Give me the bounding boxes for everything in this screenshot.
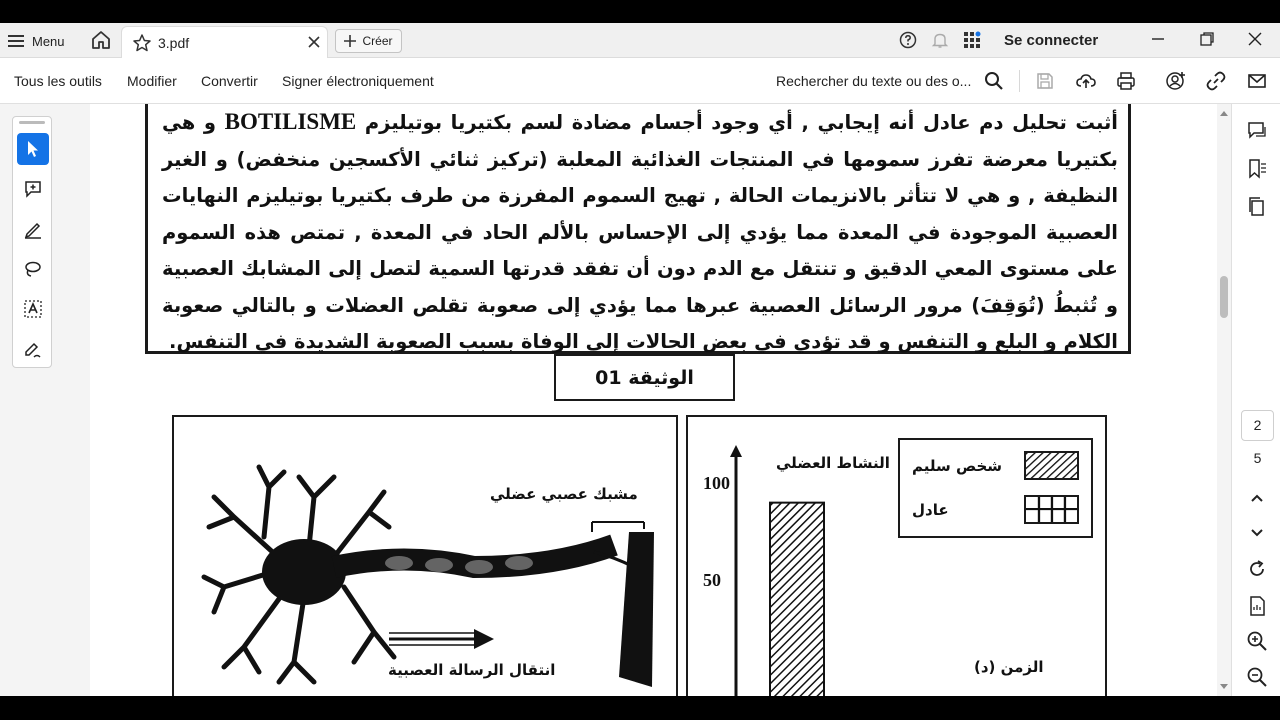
zoom-out-icon[interactable] bbox=[1246, 666, 1268, 688]
save-icon[interactable] bbox=[1035, 71, 1055, 91]
work-area bbox=[0, 104, 1280, 696]
search-icon[interactable] bbox=[984, 71, 1004, 91]
all-tools-menu[interactable]: Tous les outils bbox=[14, 73, 102, 89]
pen-icon bbox=[23, 219, 43, 239]
comments-panel-icon[interactable] bbox=[1246, 120, 1268, 142]
bookmarks-icon[interactable] bbox=[1246, 158, 1268, 180]
transmission-label: انتقال الرسالة العصبية bbox=[388, 661, 556, 679]
pdf-page bbox=[90, 104, 1217, 696]
screen-bottom-edge bbox=[0, 696, 1280, 720]
screen-top-edge bbox=[0, 0, 1280, 23]
main-toolbar bbox=[0, 58, 1280, 104]
apps-grid-icon[interactable] bbox=[963, 31, 981, 49]
left-rail bbox=[0, 104, 90, 696]
home-button[interactable] bbox=[90, 29, 112, 51]
y-axis-arrow bbox=[730, 445, 742, 457]
document-tab[interactable] bbox=[121, 26, 328, 58]
plus-icon bbox=[344, 35, 356, 47]
neuron-figure bbox=[172, 415, 678, 696]
rotate-icon[interactable] bbox=[1246, 558, 1268, 580]
botulism-term: BOTILISME bbox=[224, 109, 357, 134]
text-frame bbox=[145, 104, 1131, 354]
paragraph-part-2: و هي بكتيريا معرضة تفرز سمومها في المنتجات الغذائية المعلبة (تركيز ثنائي الأكسجين منخفض) و الغير النظيفة , و هي لا تتأثر بالانزيمات الحالة , تهيج السموم المفرزة من طرف بكتيريا بوتيليزم النهايات العصبية الموجودة في المعدة مما يؤدي إلى الإحساس بالألم الحاد في المعدة , تمتص هذه السموم على مستوى المعي الدقيق و تنتقل مع الدم دون أن تفقد قدرتها السمية لتصل إلى المشابك العصبية و تُثبطُ (تُوَقِفَ) مرور الرسائل العصبية عبرها مما يؤدي إلى صعوبة تقلص العضلات و بالتالي صعوبة الكلام و البلع و التنفس و قد تؤدي في بعض الحالات إلى الوفاة بسبب الصعوبة الشديدة في التنفس. bbox=[162, 111, 1118, 353]
synapse-label: مشبك عصبي عضلي bbox=[490, 485, 638, 503]
draw-tool[interactable] bbox=[17, 253, 49, 285]
legend-adel bbox=[912, 495, 1079, 524]
share-user-icon[interactable] bbox=[1166, 71, 1186, 91]
link-icon[interactable] bbox=[1206, 71, 1226, 91]
chart-legend bbox=[898, 438, 1093, 538]
minimize-icon[interactable] bbox=[1150, 29, 1166, 49]
y-axis-title: النشاط العضلي bbox=[776, 454, 890, 472]
create-button[interactable] bbox=[335, 29, 402, 53]
signature-pen-icon bbox=[23, 339, 43, 359]
title-bar bbox=[0, 23, 1280, 58]
highlight-tool[interactable] bbox=[17, 213, 49, 245]
close-window-icon[interactable] bbox=[1247, 31, 1263, 47]
convert-menu[interactable]: Convertir bbox=[201, 73, 258, 89]
sign-in-button[interactable]: Se connecter bbox=[1004, 32, 1099, 49]
close-tab-icon[interactable] bbox=[307, 35, 321, 49]
document-paragraph bbox=[162, 104, 1118, 361]
zoom-in-icon[interactable] bbox=[1246, 630, 1268, 652]
pages-panel-icon[interactable] bbox=[1246, 196, 1268, 218]
search-field[interactable]: Rechercher du texte ou des o... bbox=[776, 73, 972, 89]
restore-window-icon[interactable] bbox=[1199, 31, 1215, 47]
scroll-down-icon[interactable] bbox=[1220, 682, 1228, 690]
scroll-thumb[interactable] bbox=[1220, 276, 1228, 318]
sign-tool[interactable] bbox=[17, 333, 49, 365]
right-rail bbox=[1231, 104, 1280, 696]
text-recognition-tool[interactable] bbox=[17, 293, 49, 325]
lasso-icon bbox=[23, 259, 43, 279]
legend-hatch-swatch bbox=[1024, 451, 1079, 480]
toolbar-divider bbox=[1019, 70, 1020, 92]
y-tick-100: 100 bbox=[703, 473, 730, 493]
panel-grip[interactable] bbox=[19, 121, 45, 124]
muscle-activity-chart bbox=[686, 415, 1107, 696]
paragraph-part-1: أثبت تحليل دم عادل أنه إيجابي , أي وجود أجسام مضادة لسم بكتيريا بوتيليزم bbox=[364, 111, 1118, 134]
home-icon bbox=[90, 29, 112, 51]
upload-cloud-icon[interactable] bbox=[1076, 71, 1096, 91]
notification-bell-icon[interactable] bbox=[931, 31, 949, 49]
legend-healthy bbox=[912, 451, 1079, 480]
fit-page-icon[interactable] bbox=[1246, 595, 1268, 617]
edit-menu[interactable]: Modifier bbox=[127, 73, 177, 89]
comment-add-icon bbox=[23, 179, 43, 199]
previous-page-icon[interactable] bbox=[1246, 487, 1268, 509]
x-axis-title: الزمن (د) bbox=[974, 658, 1044, 676]
next-page-icon[interactable] bbox=[1246, 521, 1268, 543]
select-tool[interactable] bbox=[17, 133, 49, 165]
legend-healthy-label: شخص سليم bbox=[912, 456, 1003, 475]
legend-grid-swatch bbox=[1024, 495, 1079, 524]
total-pages: 5 bbox=[1253, 450, 1262, 466]
legend-adel-label: عادل bbox=[912, 500, 949, 519]
scroll-up-icon[interactable] bbox=[1220, 110, 1228, 118]
current-page-input[interactable]: 2 bbox=[1241, 410, 1274, 441]
print-icon[interactable] bbox=[1116, 71, 1136, 91]
star-icon[interactable] bbox=[132, 33, 152, 53]
tab-title: 3.pdf bbox=[158, 35, 190, 51]
add-comment-tool[interactable] bbox=[17, 173, 49, 205]
hamburger-icon bbox=[8, 34, 24, 48]
neuron-drawing bbox=[174, 417, 676, 696]
document-label: الوثيقة 01 bbox=[554, 354, 735, 401]
text-select-icon bbox=[23, 299, 43, 319]
y-tick-50: 50 bbox=[703, 570, 721, 590]
help-icon[interactable] bbox=[899, 31, 917, 49]
menu-button[interactable] bbox=[8, 29, 65, 53]
esign-menu[interactable]: Signer électroniquement bbox=[282, 73, 434, 89]
tools-panel bbox=[12, 116, 52, 368]
email-icon[interactable] bbox=[1247, 71, 1267, 91]
cursor-icon bbox=[25, 140, 41, 158]
vertical-scrollbar[interactable] bbox=[1217, 104, 1231, 696]
bar-healthy bbox=[770, 503, 824, 696]
create-label: Créer bbox=[362, 34, 393, 48]
menu-label: Menu bbox=[32, 33, 65, 49]
